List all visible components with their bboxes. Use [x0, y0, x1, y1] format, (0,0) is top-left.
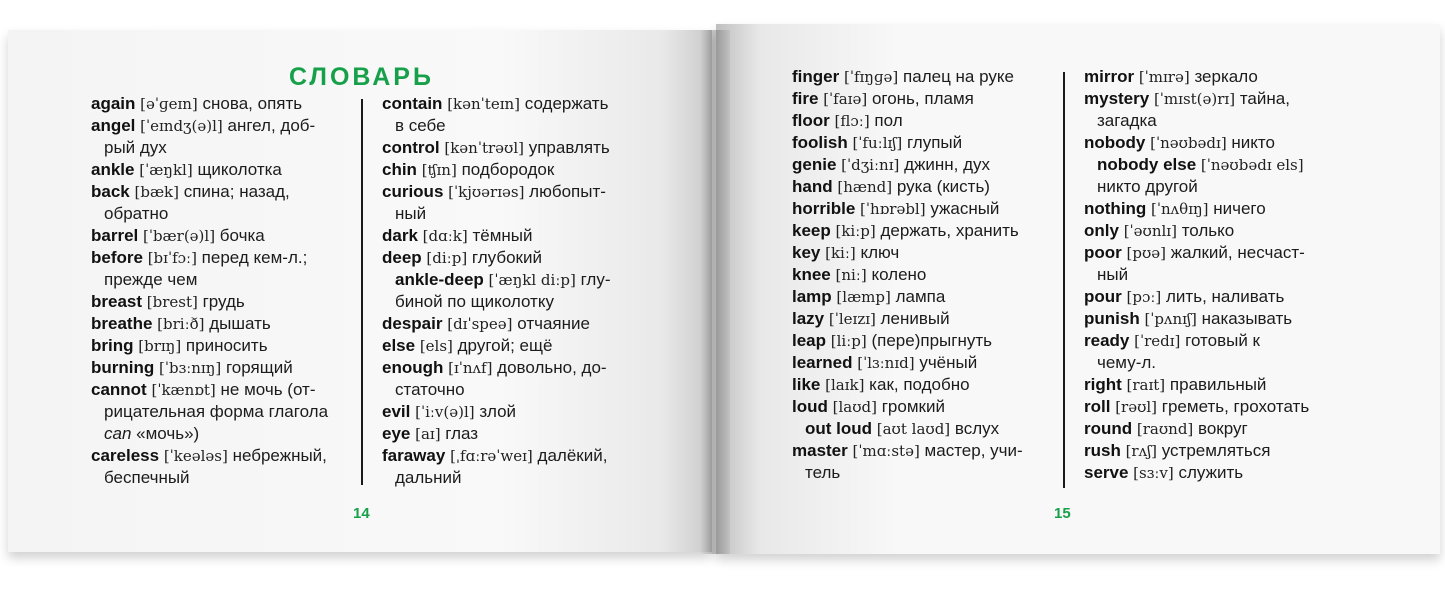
headword: finger: [792, 67, 840, 86]
dictionary-entry: [91, 379, 328, 401]
headword: angel: [91, 116, 136, 135]
translation: ангел, доб-: [227, 116, 316, 135]
headword: cannot: [91, 380, 147, 399]
dictionary-entry: [792, 352, 1023, 374]
transcription: [ˈnəʊbədɪ]: [1150, 134, 1227, 152]
translation: правильный: [1169, 375, 1267, 394]
translation: спина; назад,: [183, 182, 290, 201]
dictionary-entry: [1084, 66, 1309, 88]
translation: приносить: [185, 336, 268, 355]
headword: only: [1084, 221, 1119, 240]
transcription: [ˈmɪst(ə)rɪ]: [1153, 90, 1236, 108]
translation: глаз: [445, 424, 479, 443]
dictionary-entry: [382, 335, 611, 357]
dictionary-entry: [382, 93, 611, 115]
transcription: [aʊt laʊd]: [876, 420, 951, 438]
translation: рицательная форма глагола: [104, 402, 329, 421]
entry-continuation: [382, 203, 611, 225]
transcription: [ˈmɑːstə]: [852, 442, 920, 460]
left-column-1: [91, 93, 328, 489]
translation: грудь: [202, 292, 245, 311]
dictionary-entry: [792, 374, 1023, 396]
translation: перед кем-л.;: [201, 248, 308, 267]
transcription: [ˈpʌnɪʃ]: [1144, 310, 1197, 328]
translation: тайна,: [1239, 89, 1290, 108]
transcription: [ˈfaɪə]: [823, 90, 868, 108]
translation: вслух: [954, 419, 1000, 438]
translation: огонь, пламя: [871, 89, 974, 108]
translation: биной по щиколотку: [395, 292, 554, 311]
entry-continuation: [382, 115, 611, 137]
transcription: [ˈkeələs]: [163, 447, 228, 465]
headword: before: [91, 248, 143, 267]
translation: устремляться: [1161, 441, 1271, 460]
entry-continuation: [382, 379, 611, 401]
entry-continuation: [91, 137, 328, 159]
transcription: [liːp]: [830, 332, 867, 350]
entry-continuation: [1084, 176, 1309, 198]
translation: глубокий: [471, 248, 542, 267]
translation: ужасный: [930, 199, 1000, 218]
transcription: [hænd]: [837, 178, 893, 196]
translation: отчаяние: [517, 314, 590, 333]
transcription: [ˈæŋkl]: [139, 161, 193, 179]
entry-continuation: [91, 203, 328, 225]
headword: enough: [382, 358, 444, 377]
headword: faraway: [382, 446, 446, 465]
translation: ный: [1097, 265, 1129, 284]
translation: чему-л.: [1097, 353, 1156, 372]
entry-continuation: [91, 423, 328, 445]
dictionary-entry: [1084, 418, 1309, 440]
transcription: [laʊd]: [832, 398, 877, 416]
transcription: [els]: [419, 337, 453, 355]
dictionary-entry: [1084, 330, 1309, 352]
page-number: 14: [353, 505, 370, 522]
transcription: [raɪt]: [1126, 376, 1166, 394]
transcription: [raʊnd]: [1136, 420, 1194, 438]
headword: ready: [1084, 331, 1130, 350]
transcription: [briːð]: [157, 315, 205, 333]
dictionary-entry: [91, 247, 328, 269]
headword: knee: [792, 265, 831, 284]
dictionary-entry: [382, 247, 611, 269]
translation: палец на руке: [903, 67, 1014, 86]
translation: ленивый: [880, 309, 950, 328]
transcription: [rəʊl]: [1115, 398, 1158, 416]
dictionary-entry: [1084, 154, 1309, 176]
headword: out loud: [805, 419, 873, 438]
headword: bring: [91, 336, 134, 355]
headword: master: [792, 441, 848, 460]
translation: не мочь (от-: [220, 380, 316, 399]
translation: учёный: [919, 353, 978, 372]
transcription: [flɔː]: [834, 112, 870, 130]
transcription: [pʊə]: [1126, 244, 1167, 262]
transcription: [dɑːk]: [422, 227, 468, 245]
headword: pour: [1084, 287, 1122, 306]
transcription: [pɔː]: [1126, 288, 1162, 306]
left-column-2: [382, 93, 611, 489]
headword: nothing: [1084, 199, 1147, 218]
dictionary-entry: [382, 423, 611, 445]
transcription: [aɪ]: [415, 425, 441, 443]
headword: learned: [792, 353, 853, 372]
translation: тель: [805, 463, 841, 482]
translation: в себе: [395, 116, 446, 135]
entry-continuation: [382, 467, 611, 489]
dictionary-entry: [382, 357, 611, 379]
transcription: [ˈredɪ]: [1134, 332, 1181, 350]
translation: лампа: [895, 287, 946, 306]
translation: статочно: [395, 380, 465, 399]
dictionary-entry: [382, 137, 611, 159]
transcription: [ˈbær(ə)l]: [142, 227, 216, 245]
transcription: [ˈnʌθɪŋ]: [1151, 200, 1209, 218]
dictionary-entry: [792, 66, 1023, 88]
dictionary-entry: [1084, 242, 1309, 264]
translation: горящий: [225, 358, 293, 377]
dictionary-entry: [382, 313, 611, 335]
translation: (пере)прыгнуть: [871, 331, 992, 350]
dictionary-entry: [1084, 132, 1309, 154]
transcription: [ˌfɑːrəˈweɪ]: [450, 447, 533, 465]
transcription: [dɪˈspeə]: [447, 315, 513, 333]
translation: пол: [874, 111, 903, 130]
translation: глу-: [580, 270, 611, 289]
headword: else: [382, 336, 416, 355]
translation: дышать: [209, 314, 271, 333]
dictionary-entry: [91, 313, 328, 335]
dictionary-entry: [792, 220, 1023, 242]
headword: loud: [792, 397, 828, 416]
translation: загадка: [1097, 111, 1157, 130]
headword: serve: [1084, 463, 1129, 482]
page-number: 15: [1054, 505, 1071, 522]
translation: управлять: [528, 138, 610, 157]
italic-word: can: [104, 424, 132, 443]
transcription: [bɪˈfɔː]: [147, 249, 197, 267]
transcription: [brɪŋ]: [138, 337, 182, 355]
translation: служить: [1178, 463, 1244, 482]
column-divider: [361, 99, 363, 485]
dictionary-entry: [91, 357, 328, 379]
translation: мастер, учи-: [924, 441, 1023, 460]
transcription: [ʧɪn]: [421, 161, 457, 179]
transcription: [kənˈtrəʊl]: [444, 139, 524, 157]
column-divider: [1063, 72, 1065, 488]
transcription: [ˈæŋkl diːp]: [488, 271, 576, 289]
translation: снова, опять: [202, 94, 303, 113]
headword: nobody else: [1097, 155, 1197, 174]
right-column-1: [792, 66, 1023, 484]
translation: рый дух: [104, 138, 167, 157]
transcription: [ˈlɜːnɪd]: [857, 354, 915, 372]
translation: обратно: [104, 204, 169, 223]
headword: floor: [792, 111, 830, 130]
headword: chin: [382, 160, 417, 179]
translation: другой; ещё: [457, 336, 553, 355]
headword: contain: [382, 94, 443, 113]
transcription: [ˈdʒiːnɪ]: [841, 156, 900, 174]
dictionary-entry: [382, 181, 611, 203]
headword: burning: [91, 358, 155, 377]
headword: roll: [1084, 397, 1111, 416]
translation: рука (кисть): [896, 177, 990, 196]
dictionary-entry: [382, 445, 611, 467]
translation: наказывать: [1201, 309, 1293, 328]
translation: тёмный: [472, 226, 533, 245]
dictionary-entry: [792, 286, 1023, 308]
translation: небрежный,: [232, 446, 327, 465]
headword: foolish: [792, 133, 848, 152]
headword: mirror: [1084, 67, 1135, 86]
dictionary-entry: [1084, 396, 1309, 418]
dictionary-entry: [382, 401, 611, 423]
dictionary-entry: [91, 115, 328, 137]
dictionary-entry: [792, 110, 1023, 132]
dictionary-entry: [382, 269, 611, 291]
headword: rush: [1084, 441, 1121, 460]
headword: fire: [792, 89, 819, 108]
translation: никто: [1231, 133, 1275, 152]
transcription: [niː]: [835, 266, 867, 284]
transcription: [ɪˈnʌf]: [448, 359, 493, 377]
headword: keep: [792, 221, 831, 240]
translation: джинн, дух: [904, 155, 991, 174]
dictionary-entry: [792, 132, 1023, 154]
translation: никто другой: [1097, 177, 1198, 196]
dictionary-entry: [1084, 374, 1309, 396]
dictionary-entry: [792, 198, 1023, 220]
dictionary-entry: [792, 330, 1023, 352]
translation: жалкий, несчаст-: [1170, 243, 1305, 262]
dictionary-entry: [792, 242, 1023, 264]
entry-continuation: [1084, 110, 1309, 132]
headword: control: [382, 138, 440, 157]
transcription: [ˈfuːlɪʃ]: [852, 134, 903, 152]
book-gutter: [700, 30, 730, 554]
translation: «мочь»): [131, 424, 200, 443]
transcription: [sɜːv]: [1133, 464, 1174, 482]
translation: любопыт-: [529, 182, 606, 201]
transcription: [ˈəʊnlɪ]: [1123, 222, 1177, 240]
headword: breast: [91, 292, 143, 311]
translation: подбородок: [461, 160, 555, 179]
transcription: [ˈbɜːnɪŋ]: [159, 359, 222, 377]
translation: глупый: [906, 133, 963, 152]
transcription: [rʌʃ]: [1125, 442, 1157, 460]
translation: содержать: [524, 94, 609, 113]
headword: dark: [382, 226, 418, 245]
dictionary-entry: [382, 159, 611, 181]
headword: poor: [1084, 243, 1122, 262]
transcription: [laɪk]: [825, 376, 865, 394]
headword: ankle: [91, 160, 135, 179]
headword: barrel: [91, 226, 139, 245]
dictionary-entry: [1084, 198, 1309, 220]
translation: лить, наливать: [1166, 287, 1285, 306]
headword: genie: [792, 155, 837, 174]
headword: round: [1084, 419, 1133, 438]
headword: punish: [1084, 309, 1140, 328]
dictionary-entry: [1084, 220, 1309, 242]
entry-continuation: [1084, 264, 1309, 286]
entry-continuation: [91, 269, 328, 291]
dictionary-entry: [1084, 88, 1309, 110]
dictionary-entry: [91, 93, 328, 115]
translation: дальний: [395, 468, 462, 487]
headword: curious: [382, 182, 444, 201]
dictionary-entry: [1084, 308, 1309, 330]
translation: прежде чем: [104, 270, 198, 289]
headword: breathe: [91, 314, 153, 333]
headword: careless: [91, 446, 160, 465]
headword: again: [91, 94, 136, 113]
headword: hand: [792, 177, 833, 196]
headword: like: [792, 375, 821, 394]
transcription: [ˈmɪrə]: [1138, 68, 1190, 86]
translation: ключ: [860, 243, 900, 262]
translation: держать, хранить: [880, 221, 1019, 240]
translation: как, подобно: [869, 375, 970, 394]
transcription: [læmp]: [836, 288, 891, 306]
translation: довольно, до-: [497, 358, 607, 377]
headword: right: [1084, 375, 1122, 394]
headword: horrible: [792, 199, 856, 218]
headword: ankle-deep: [395, 270, 484, 289]
dictionary-entry: [792, 396, 1023, 418]
dictionary-entry: [382, 225, 611, 247]
entry-continuation: [382, 291, 611, 313]
headword: key: [792, 243, 821, 262]
dictionary-entry: [91, 225, 328, 247]
translation: бочка: [219, 226, 265, 245]
entry-continuation: [792, 462, 1023, 484]
translation: далёкий,: [537, 446, 608, 465]
dictionary-entry: [792, 264, 1023, 286]
dictionary-entry: [91, 159, 328, 181]
transcription: [ˈhɒrəbl]: [860, 200, 926, 218]
transcription: [ˈnəʊbədɪ els]: [1200, 156, 1304, 174]
dictionary-entry: [792, 440, 1023, 462]
dictionary-entry: [792, 418, 1023, 440]
entry-continuation: [1084, 352, 1309, 374]
entry-continuation: [91, 401, 328, 423]
translation: греметь, грохотать: [1161, 397, 1310, 416]
headword: leap: [792, 331, 827, 350]
entry-continuation: [91, 467, 328, 489]
dictionary-entry: [792, 88, 1023, 110]
translation: зеркало: [1194, 67, 1258, 86]
dictionary-entry: [91, 291, 328, 313]
dictionary-entry: [792, 154, 1023, 176]
transcription: [bæk]: [134, 183, 179, 201]
dictionary-entry: [91, 445, 328, 467]
transcription: [brest]: [146, 293, 198, 311]
transcription: [ˈleɪzɪ]: [828, 310, 876, 328]
translation: беспечный: [104, 468, 190, 487]
translation: только: [1181, 221, 1235, 240]
headword: back: [91, 182, 130, 201]
transcription: [ˈkænɒt]: [151, 381, 216, 399]
translation: злой: [479, 402, 517, 421]
transcription: [əˈɡeɪn]: [140, 95, 198, 113]
transcription: [ˈeɪndʒ(ə)l]: [140, 117, 223, 135]
headword: evil: [382, 402, 411, 421]
dictionary-entry: [792, 308, 1023, 330]
dictionary-entry: [1084, 286, 1309, 308]
translation: щиколотка: [197, 160, 282, 179]
translation: ный: [395, 204, 427, 223]
transcription: [diːp]: [426, 249, 468, 267]
transcription: [ˈkjʊərɪəs]: [448, 183, 525, 201]
headword: despair: [382, 314, 443, 333]
headword: lamp: [792, 287, 832, 306]
dictionary-entry: [792, 176, 1023, 198]
translation: ничего: [1213, 199, 1266, 218]
dictionary-entry: [91, 335, 328, 357]
transcription: [kənˈteɪn]: [447, 95, 521, 113]
headword: nobody: [1084, 133, 1146, 152]
transcription: [kiːp]: [835, 222, 876, 240]
translation: готовый к: [1185, 331, 1260, 350]
page-title: СЛОВАРЬ: [289, 63, 434, 91]
headword: lazy: [792, 309, 825, 328]
headword: eye: [382, 424, 411, 443]
right-column-2: [1084, 66, 1309, 484]
transcription: [ˈiːv(ə)l]: [415, 403, 475, 421]
transcription: [kiː]: [825, 244, 856, 262]
dictionary-entry: [1084, 462, 1309, 484]
transcription: [ˈfɪŋɡə]: [843, 68, 899, 86]
dictionary-entry: [1084, 440, 1309, 462]
dictionary-entry: [91, 181, 328, 203]
translation: громкий: [881, 397, 945, 416]
translation: колено: [871, 265, 927, 284]
headword: mystery: [1084, 89, 1150, 108]
headword: deep: [382, 248, 422, 267]
translation: вокруг: [1198, 419, 1248, 438]
